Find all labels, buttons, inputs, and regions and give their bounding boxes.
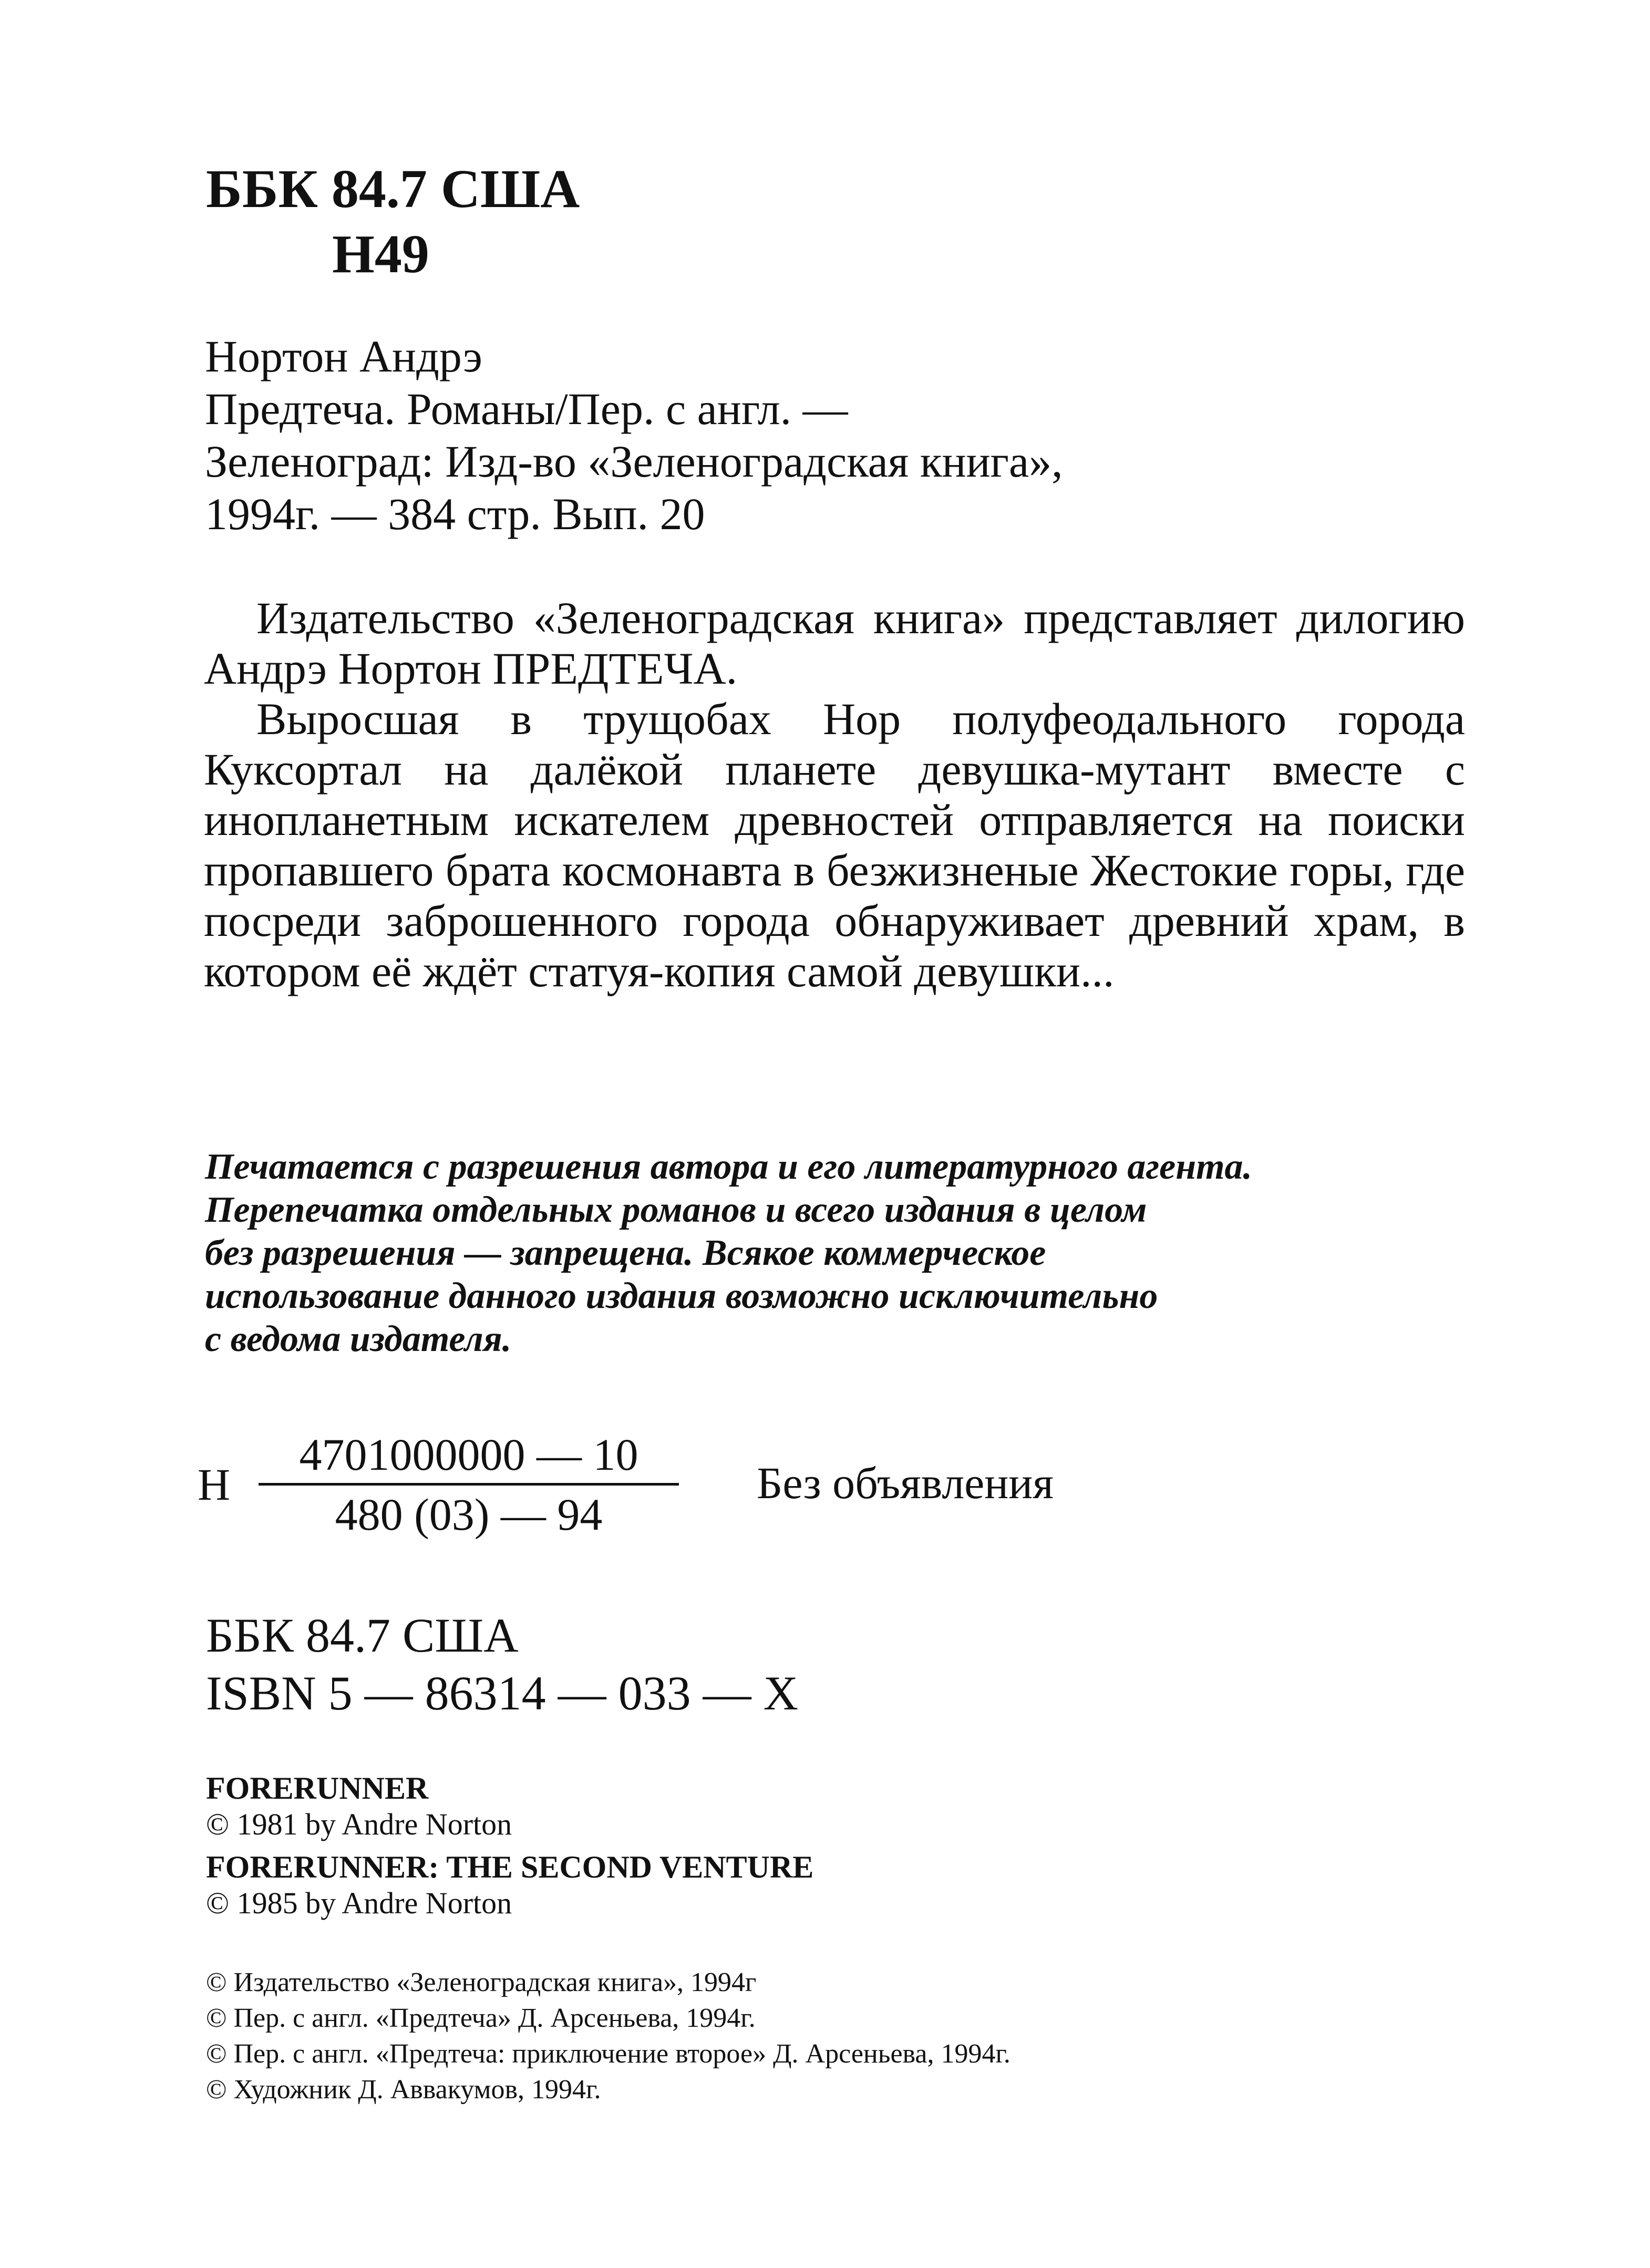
original-title: FORERUNNER xyxy=(206,1771,429,1806)
isbn: ISBN 5 — 86314 — 033 — X xyxy=(206,1666,799,1720)
original-copyright-line: © 1981 by Andre Norton xyxy=(206,1807,512,1841)
index-letter: Н xyxy=(198,1459,231,1510)
biblio-author: Нортон Андрэ xyxy=(205,331,482,382)
notice-line: без разрешения — запрещена. Всякое коммерческое xyxy=(205,1233,1046,1273)
russian-copyright-line: © Пер. с англ. «Предтеча: приключение второе» Д. Арсеньева, 1994г. xyxy=(206,2039,1010,2069)
notice-line: с ведома издателя. xyxy=(205,1319,512,1359)
annotation-paragraph-plot: Выросшая в трущобах Нор полуфеодального города Куксортал на далёкой планете девушка-мутант вместе с инопланетным искателем древностей отправляется на поиски пропавшего брата космонавта в безжизненые Жестокие горы, где посреди заброшенного города обнаруживает древний храм, в котором её ждёт статуя-копия самой девушки... xyxy=(204,694,1465,996)
biblio-title: Предтеча. Романы/Пер. с англ. — xyxy=(205,384,848,434)
russian-copyright-line: © Пер. с англ. «Предтеча» Д. Арсеньева, 1994г. xyxy=(206,2003,756,2033)
no-advert-note: Без объявления xyxy=(757,1458,1054,1508)
notice-line: Печатается с разрешения автора и его литературного агента. xyxy=(205,1147,1253,1187)
fraction-line xyxy=(259,1483,679,1486)
original-title: FORERUNNER: THE SECOND VENTURE xyxy=(206,1850,814,1884)
annotation-paragraph-intro: Издательство «Зеленоградская книга» представляет дилогию Андрэ Нортон ПРЕДТЕЧА. xyxy=(204,593,1465,694)
header-code: Н49 xyxy=(332,224,429,284)
biblio-publisher: Зеленоград: Изд-во «Зеленоградская книга», xyxy=(205,436,1063,487)
biblio-year-pages: 1994г. — 384 стр. Вып. 20 xyxy=(205,489,705,539)
russian-copyright-line: © Художник Д. Аввакумов, 1994г. xyxy=(206,2075,601,2105)
notice-line: использование данного издания возможно исключительно xyxy=(205,1276,1158,1316)
index-denominator: 480 (03) — 94 xyxy=(335,1489,603,1540)
footer-bbk: ББК 84.7 США xyxy=(206,1609,519,1662)
index-numerator: 4701000000 — 10 xyxy=(299,1429,638,1480)
rights-notice xyxy=(205,1146,1252,1361)
original-copyright-line: © 1985 by Andre Norton xyxy=(206,1886,512,1920)
notice-line: Перепечатка отдельных романов и всего издания в целом xyxy=(205,1190,1147,1230)
annotation xyxy=(204,593,1465,996)
header-bbk: ББК 84.7 США xyxy=(206,159,580,219)
russian-copyright-line: © Издательство «Зеленоградская книга», 1994г xyxy=(206,1967,757,1997)
